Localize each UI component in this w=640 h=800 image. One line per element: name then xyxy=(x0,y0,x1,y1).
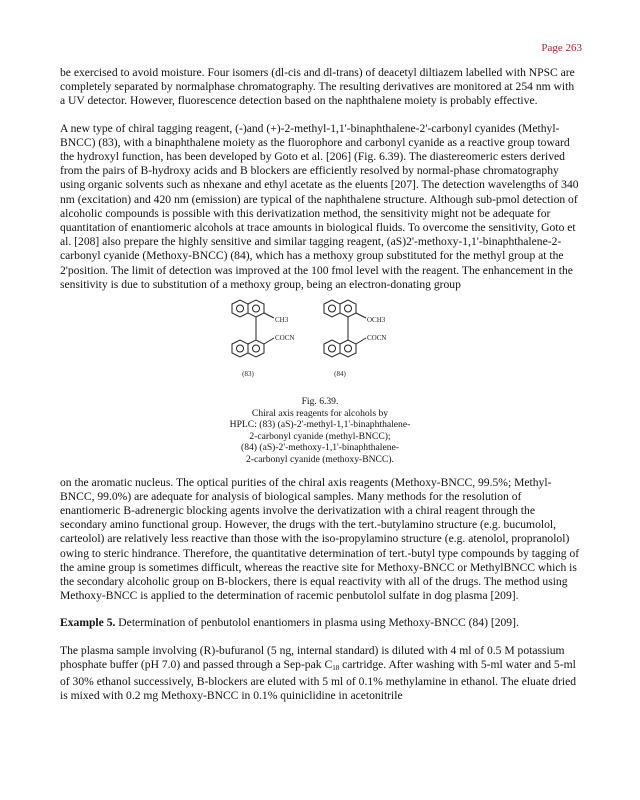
page-number: Page 263 xyxy=(541,42,582,54)
caption-line: (84) (aS)-2'-methoxy-1,1'-binaphthalene- xyxy=(241,442,399,454)
substituent-83: CH3 xyxy=(275,316,289,325)
paragraph-1: be exercised to avoid moisture. Four isomers (dl-cis and dl-trans) of deacetyl diltiazem labelled with NPSC are completely separated by normalphase chromatography. The resulting derivatives are monitored at 254 nm with a UV detector. However, fluorescence detection based on the naphthalene moiety is probably effective. xyxy=(60,66,575,108)
group-84: COCN xyxy=(367,334,387,343)
example-heading xyxy=(60,616,580,630)
group-83: COCN xyxy=(275,334,295,343)
paragraph-3: on the aromatic nucleus. The optical purities of the chiral axis reagents (Methoxy-BNCC, 99.5%; Methyl-BNCC, 99.0%) are adequate for analysis of biological samples. Many methods for the resolution of enantiomeric B-adrenergic blocking agents involve the derivatization with a chiral reagent through the secondary amino functional group. However, the drugs with the tert.-butylamino structure (e.g. bucumolol, carteolol) are relatively less reactive than those with the iso-propylamino structure (e.g. atenolol, propranolol) owing to steric hindrance. Therefore, the quantitative determination of tert.-butyl type compounds by tagging of the amine group is sometimes difficult, whereas the reactive site for Methoxy-BNCC or MethylBNCC which is the secondary alcoholic group on B-blockers, there is equal reactivity with all of the drugs. The method using Methoxy-BNCC is applied to the determination of racemic penbutolol sulfate in dog plasma [209]. xyxy=(60,475,580,603)
paragraph-4 xyxy=(60,644,580,704)
compound-number-84: (84) xyxy=(334,370,346,379)
caption-line: HPLC: (83) (aS)-2'-methyl-1,1'-binaphthalene- xyxy=(229,419,411,431)
example-label: Example 5. xyxy=(60,616,116,630)
caption-line: 2-carbonyl cyanide (methyl-BNCC); xyxy=(249,430,391,442)
binaphthalene-structures xyxy=(220,298,420,388)
paragraph-4-start: The plasma sample involving (R)-bufuranol (5 ng, internal standard) is diluted with 4 ml of 0.5 M potassium phosphate buffer (pH 7.0) and passed through a Sep-pak C xyxy=(60,643,565,671)
compound-number-83: (83) xyxy=(242,370,254,379)
figure-caption xyxy=(230,396,411,466)
c18-subscript: 18 xyxy=(332,663,340,672)
structure-83 xyxy=(232,300,274,357)
caption-line: Fig. 6.39. xyxy=(301,396,339,408)
figure-6-39 xyxy=(60,298,580,466)
page-body xyxy=(60,66,580,716)
substituent-84: OCH3 xyxy=(367,316,386,325)
caption-line: Chiral axis reagents for alcohols by xyxy=(251,407,389,419)
paragraph-2: A new type of chiral tagging reagent, (-)and (+)-2-methyl-1,1'-binaphthalene-2'-carbonyl cyanides (Methyl-BNCC) (83), with a binaphthalene moiety as the fluorophore and carbonyl cyanide as a reactive group toward the hydroxyl function, has been developed by Goto et al. [206] (Fig. 6.39). The diastereomeric esters derived from the pairs of B-hydroxy acids and B blockers are efficiently resolved by normal-phase chromatography using organic solvents such as nhexane and ethyl acetate as the eluents [207]. The detection wavelengths of 340 nm (excitation) and 420 nm (emission) are typical of the naphthalene structure. Although sub-pmol detection of alcoholic compounds is possible with this derivatization method, the sensitivity might not be adequate for quantitation of enantiomeric alcohols at trace amounts in biological fluids. To overcome the sensitivity, Goto et al. [208] also prepare the highly sensitive and similar tagging reagent, (aS)2'-methoxy-1,1'-binaphthalene-2-carbonyl cyanide (Methoxy-BNCC) (84), which has a methoxy group substituted for the methyl group at the 2'position. The limit of detection was improved at the 100 fmol level with the reagent. The enhancement in the sensitivity is due to substitution of a methoxy group, being an electron-donating group xyxy=(60,121,579,291)
caption-line: 2-carbonyl cyanide (methoxy-BNCC). xyxy=(246,454,394,466)
paragraph-4-end: cartridge. After washing with 5-ml water and 5-ml of 30% ethanol successively, B-blockers are eluted with 5 ml of 0.1% methylamine in ethanol. The eluate dried is mixed with 0.2 mg Methoxy-BNCC in 0.1% quiniclidine in acetonitrile xyxy=(60,657,577,703)
structure-84 xyxy=(324,300,366,357)
example-text: Determination of penbutolol enantiomers in plasma using Methoxy-BNCC (84) [209]. xyxy=(115,616,519,630)
